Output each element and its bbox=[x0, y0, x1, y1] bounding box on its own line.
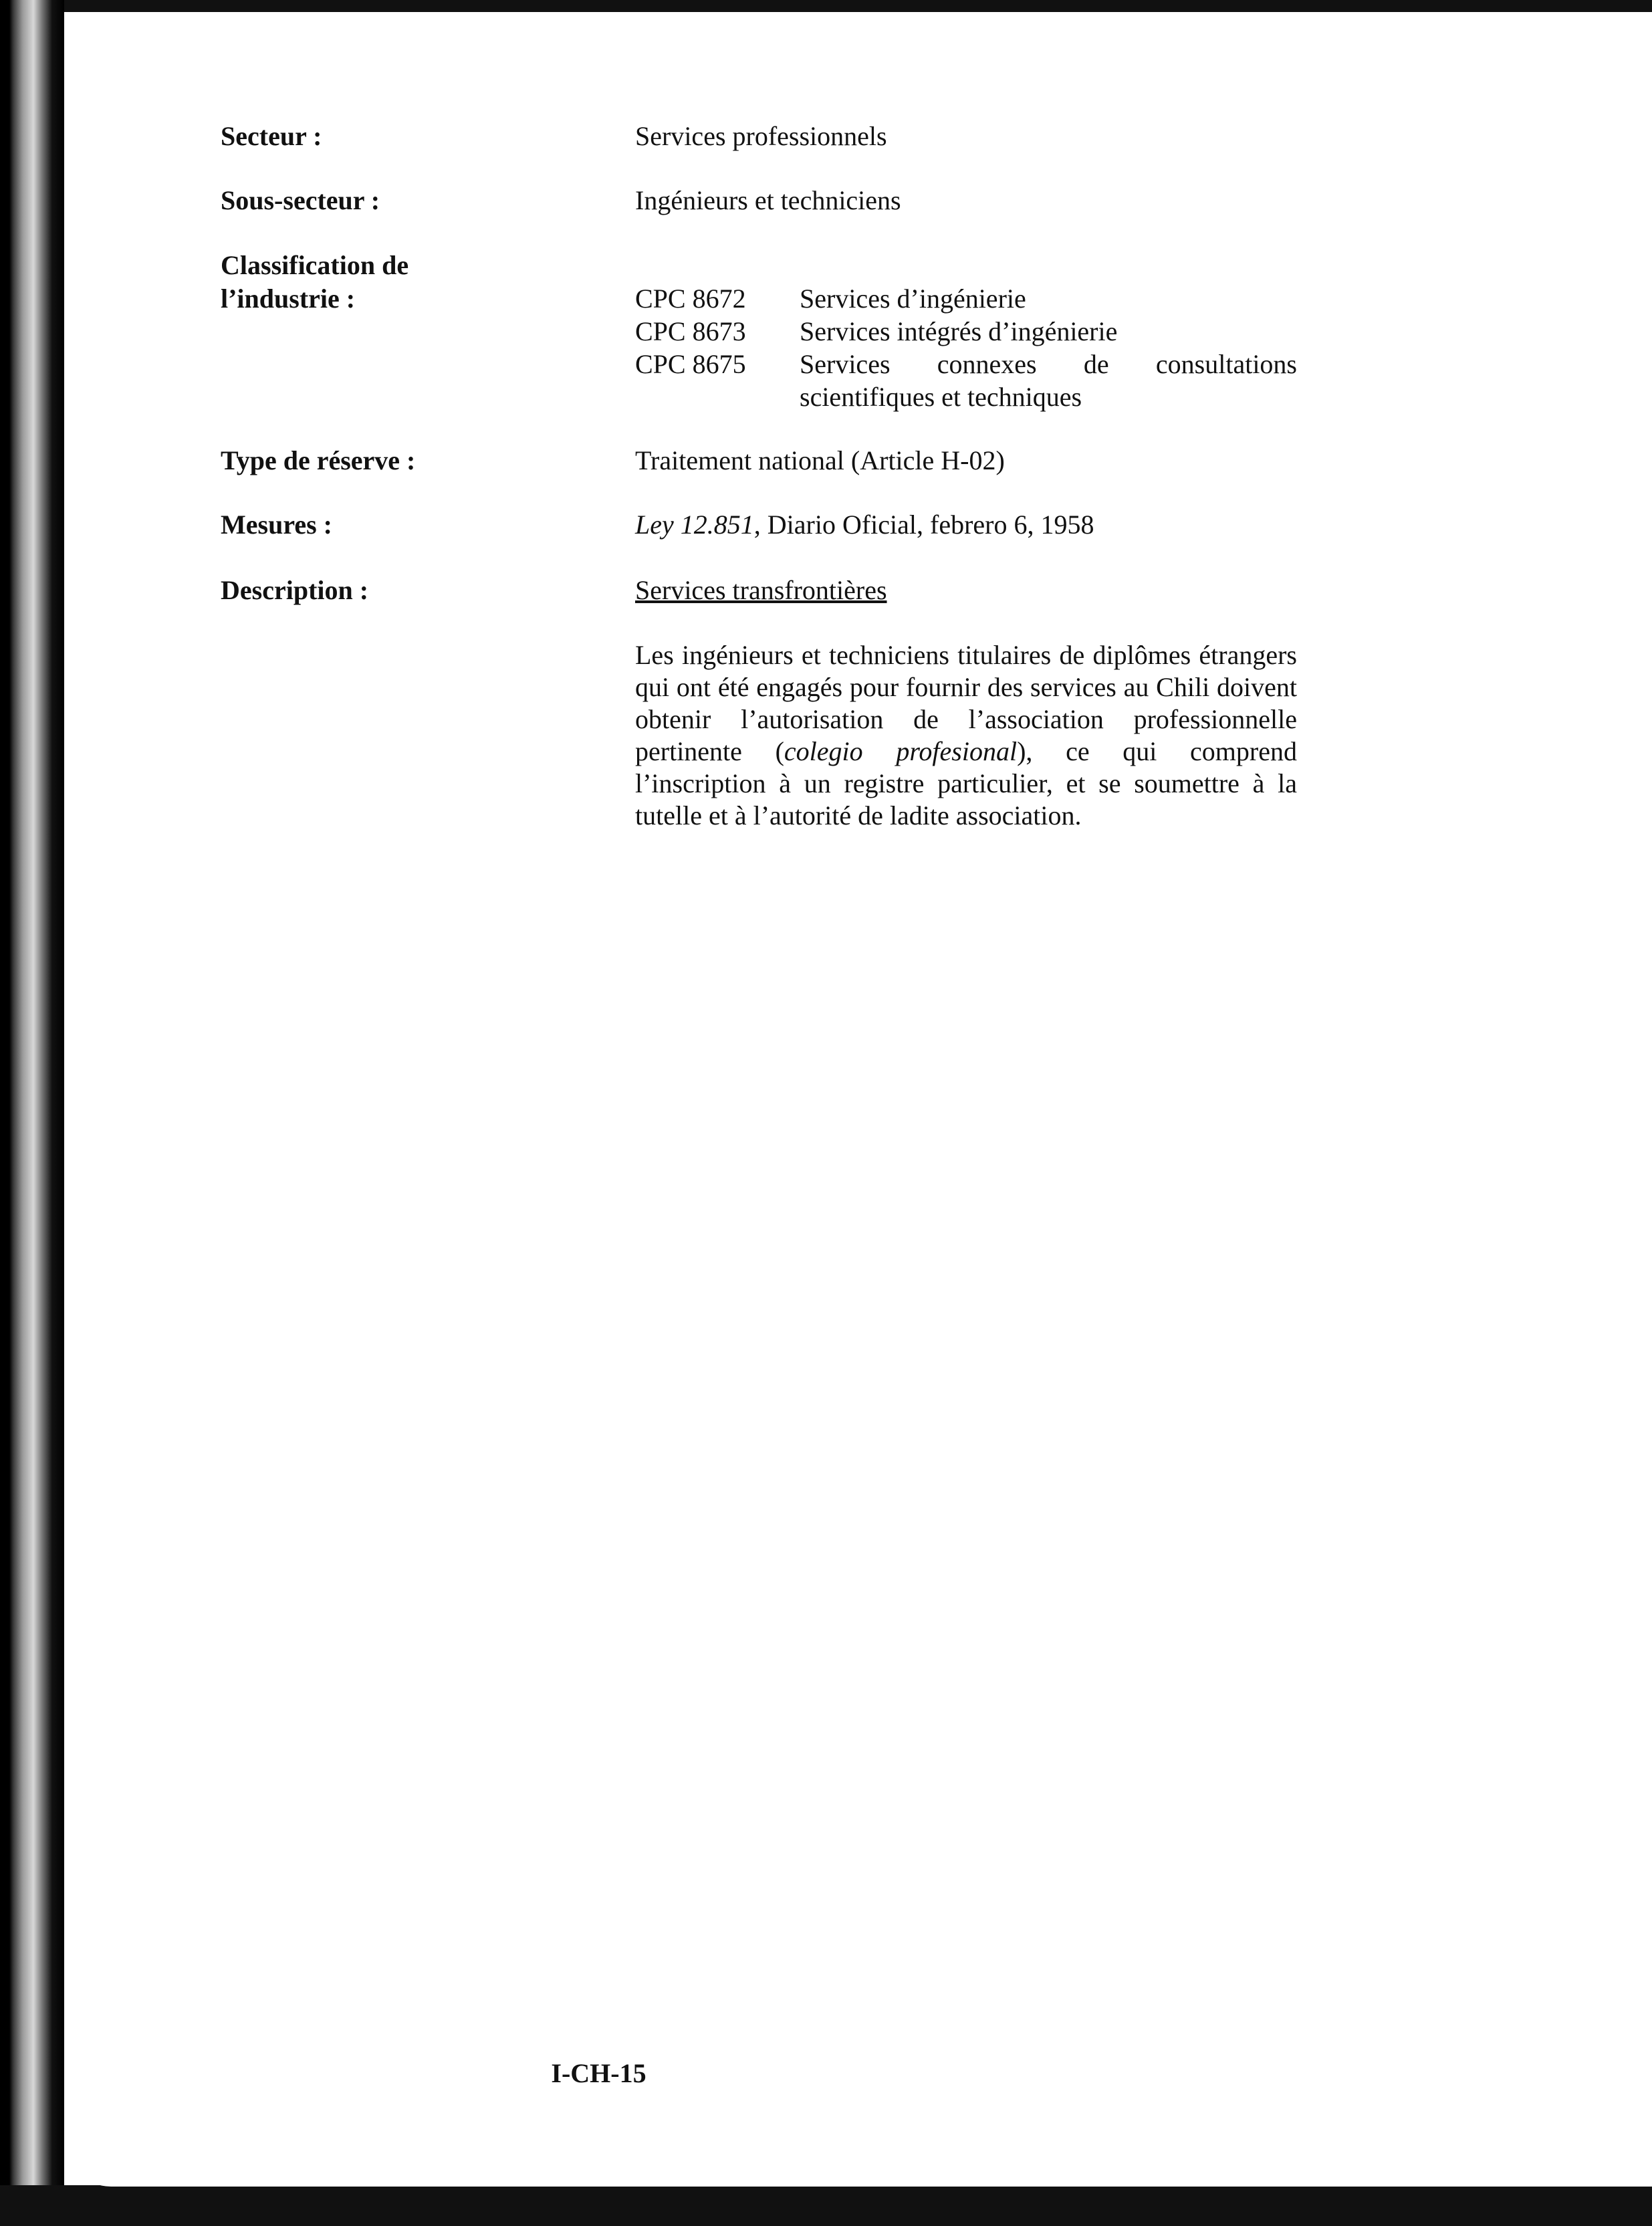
scan-border-left-curve bbox=[64, 12, 104, 2152]
mesures-details: , Diario Oficial, febrero 6, 1958 bbox=[753, 510, 1094, 540]
cpc-code: CPC 8675 bbox=[635, 349, 746, 379]
cpc-description: Services d’ingénierie bbox=[800, 284, 1026, 314]
scan-border-bottom-curve bbox=[64, 2140, 1652, 2187]
cpc-description: Services intégrés d’ingénierie bbox=[800, 316, 1118, 346]
type-reserve-label: Type de réserve : bbox=[221, 445, 416, 475]
cpc-table bbox=[635, 282, 1297, 413]
classification-label bbox=[221, 249, 408, 316]
description-heading: Services transfrontières bbox=[635, 575, 887, 605]
page-footer bbox=[0, 2057, 1652, 2090]
description-text-italic: colegio profesional bbox=[784, 736, 1018, 766]
cpc-code: CPC 8673 bbox=[635, 316, 746, 346]
classification-label-line2: l’industrie : bbox=[221, 284, 356, 314]
scan-border-top bbox=[0, 0, 1652, 12]
cpc-code: CPC 8672 bbox=[635, 284, 746, 314]
cpc-row bbox=[635, 315, 1297, 348]
page-number: I-CH-15 bbox=[551, 2058, 646, 2088]
cpc-description: Services connexes de consultations scientifiques et techniques bbox=[800, 349, 1297, 412]
type-reserve-value: Traitement national (Article H-02) bbox=[635, 445, 1005, 475]
description-text-part2: ), ce qui comprend l’inscription à un registre particulier, et se soumettre à la tutelle et à l’autorité de ladite association. bbox=[635, 736, 1297, 830]
description-label: Description : bbox=[221, 575, 369, 605]
secteur-value: Services professionnels bbox=[635, 121, 887, 151]
mesures-label: Mesures : bbox=[221, 510, 332, 540]
sous-secteur-label: Sous-secteur : bbox=[221, 185, 380, 215]
scan-border-bottom bbox=[0, 2185, 1652, 2226]
cpc-row bbox=[635, 282, 1297, 315]
mesures-law: Ley 12.851 bbox=[635, 510, 754, 540]
cpc-row bbox=[635, 348, 1297, 413]
description-text-part1: Les ingénieurs et techniciens titulaires de diplômes étrangers qui ont été engagés pour fournir des services au Chili doivent obtenir l’autorisation de l’association professionnelle pertinente ( bbox=[635, 640, 1297, 766]
description-paragraph bbox=[635, 639, 1297, 832]
sous-secteur-value: Ingénieurs et techniciens bbox=[635, 185, 901, 215]
secteur-label: Secteur : bbox=[221, 121, 322, 151]
scan-border-left bbox=[0, 0, 64, 2226]
classification-label-line1: Classification de bbox=[221, 250, 409, 280]
mesures-value bbox=[635, 508, 1094, 542]
